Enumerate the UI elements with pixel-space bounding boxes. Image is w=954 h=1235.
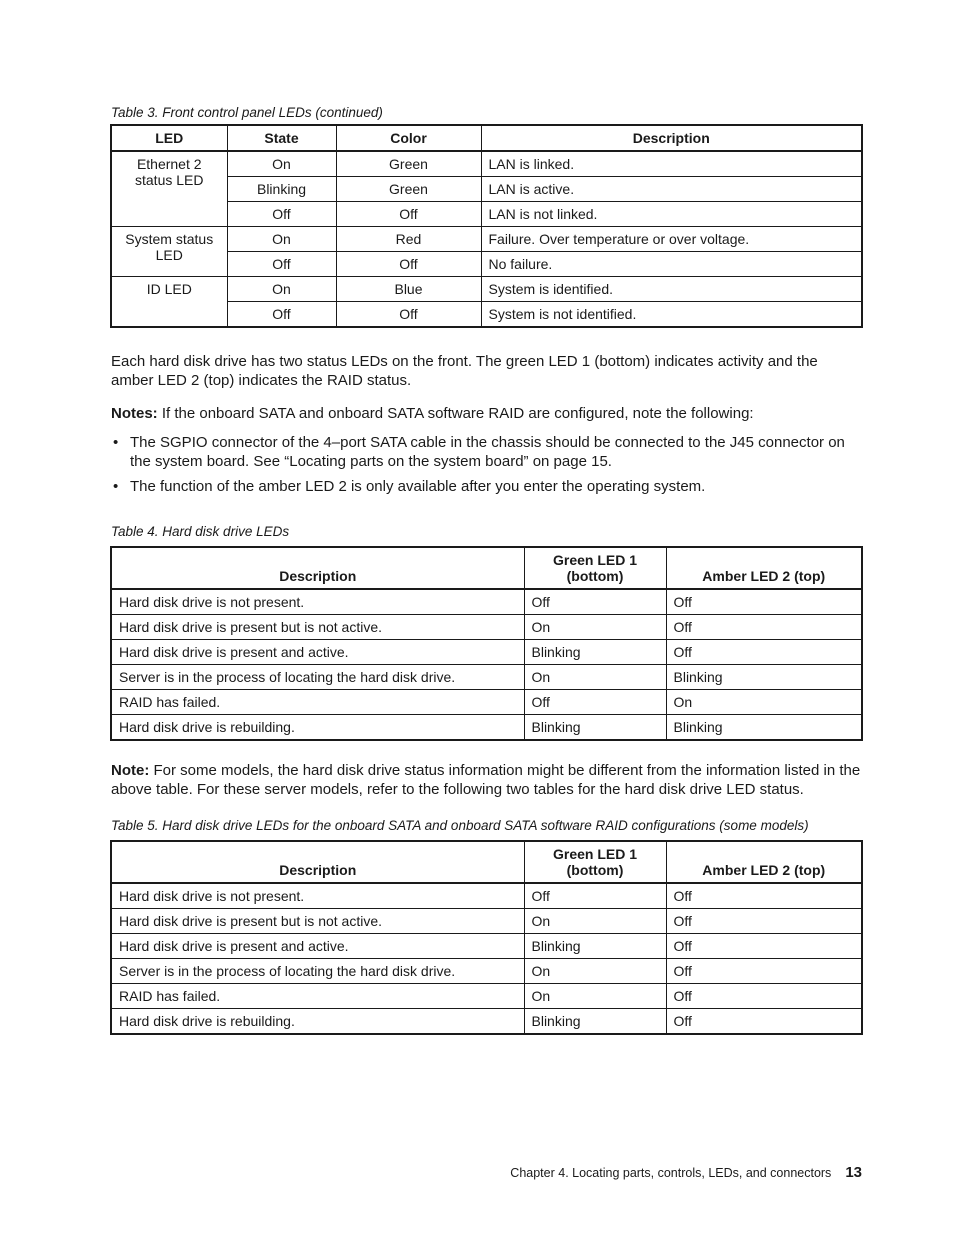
- green-led-cell: Blinking: [524, 715, 666, 741]
- description-cell: Hard disk drive is rebuilding.: [111, 1009, 524, 1035]
- color-cell: Blue: [336, 277, 481, 302]
- intro-paragraph: Each hard disk drive has two status LEDs on the front. The green LED 1 (bottom) indicates activity and the amber LED 2 (top) indicates the RAID status.: [111, 353, 818, 389]
- led-name: Ethernet 2 status LED: [111, 151, 227, 227]
- amber-led-cell: On: [666, 690, 862, 715]
- header-green-led: Green LED 1 (bottom): [524, 841, 666, 883]
- note-paragraph: [111, 762, 863, 799]
- table5-caption: Table 5. Hard disk drive LEDs for the onboard SATA and onboard SATA software RAID configurations (some models): [111, 818, 809, 833]
- description-cell: RAID has failed.: [111, 690, 524, 715]
- table-row: [111, 715, 862, 741]
- description-cell: Hard disk drive is present and active.: [111, 640, 524, 665]
- description-cell: Hard disk drive is present and active.: [111, 934, 524, 959]
- amber-led-cell: Off: [666, 959, 862, 984]
- color-cell: Red: [336, 227, 481, 252]
- bullet-text: The function of the amber LED 2 is only available after you enter the operating system.: [130, 478, 706, 495]
- description-cell: LAN is linked.: [481, 151, 862, 177]
- notes-label: Notes:: [111, 405, 158, 422]
- description-cell: Hard disk drive is present but is not active.: [111, 909, 524, 934]
- green-led-cell: On: [524, 959, 666, 984]
- green-led-cell: Blinking: [524, 640, 666, 665]
- header-description: Description: [111, 841, 524, 883]
- amber-led-cell: Blinking: [666, 715, 862, 741]
- green-led-cell: On: [524, 665, 666, 690]
- table-row: [111, 227, 862, 252]
- description-cell: System is not identified.: [481, 302, 862, 328]
- amber-led-cell: Off: [666, 909, 862, 934]
- table-row: [111, 1009, 862, 1035]
- table3: [110, 124, 863, 328]
- state-cell: On: [227, 151, 336, 177]
- table-row: [111, 909, 862, 934]
- table-row: [111, 277, 862, 302]
- description-cell: Hard disk drive is present but is not active.: [111, 615, 524, 640]
- table4-header-row: [111, 547, 862, 589]
- state-cell: On: [227, 227, 336, 252]
- bullet-icon: •: [113, 434, 119, 451]
- green-led-cell: Blinking: [524, 934, 666, 959]
- amber-led-cell: Off: [666, 883, 862, 909]
- page-footer: [510, 1164, 862, 1181]
- led-name: ID LED: [111, 277, 227, 328]
- amber-led-cell: Off: [666, 984, 862, 1009]
- description-cell: Failure. Over temperature or over voltage.: [481, 227, 862, 252]
- header-description: Description: [481, 125, 862, 151]
- table-row: [111, 589, 862, 615]
- description-cell: System is identified.: [481, 277, 862, 302]
- list-item: [111, 477, 863, 496]
- table-row: [111, 984, 862, 1009]
- amber-led-cell: Off: [666, 934, 862, 959]
- green-led-cell: Off: [524, 589, 666, 615]
- note-text: For some models, the hard disk drive status information might be different from the information listed in the above table. For these server models, refer to the following two tables for the hard disk drive LED status.: [111, 762, 861, 798]
- amber-led-cell: Off: [666, 1009, 862, 1035]
- green-led-cell: Off: [524, 883, 666, 909]
- notes-paragraph: [111, 405, 863, 424]
- green-led-cell: Off: [524, 690, 666, 715]
- description-cell: LAN is active.: [481, 177, 862, 202]
- state-cell: Off: [227, 252, 336, 277]
- color-cell: Green: [336, 151, 481, 177]
- amber-led-cell: Off: [666, 589, 862, 615]
- amber-led-cell: Blinking: [666, 665, 862, 690]
- table-row: [111, 690, 862, 715]
- page-number: 13: [845, 1164, 862, 1181]
- notes-text: If the onboard SATA and onboard SATA software RAID are configured, note the following:: [157, 405, 754, 422]
- bullet-icon: •: [113, 478, 119, 495]
- description-cell: Server is in the process of locating the hard disk drive.: [111, 665, 524, 690]
- description-cell: LAN is not linked.: [481, 202, 862, 227]
- table3-header-row: [111, 125, 862, 151]
- green-led-cell: On: [524, 909, 666, 934]
- description-cell: RAID has failed.: [111, 984, 524, 1009]
- table-row: [111, 151, 862, 177]
- list-item: [111, 433, 863, 471]
- header-green-led: Green LED 1 (bottom): [524, 547, 666, 589]
- table-row: [111, 665, 862, 690]
- state-cell: Blinking: [227, 177, 336, 202]
- notes-bullet-list: [111, 433, 863, 496]
- description-cell: Server is in the process of locating the hard disk drive.: [111, 959, 524, 984]
- table-row: [111, 959, 862, 984]
- header-color: Color: [336, 125, 481, 151]
- table5: [110, 840, 863, 1035]
- table-row: [111, 883, 862, 909]
- description-cell: No failure.: [481, 252, 862, 277]
- color-cell: Off: [336, 302, 481, 328]
- table-row: [111, 640, 862, 665]
- green-led-cell: On: [524, 615, 666, 640]
- header-amber-led: Amber LED 2 (top): [666, 841, 862, 883]
- table5-header-row: [111, 841, 862, 883]
- green-led-cell: On: [524, 984, 666, 1009]
- table4: [110, 546, 863, 741]
- green-led-cell: Blinking: [524, 1009, 666, 1035]
- header-led: LED: [111, 125, 227, 151]
- color-cell: Off: [336, 252, 481, 277]
- color-cell: Off: [336, 202, 481, 227]
- header-description: Description: [111, 547, 524, 589]
- description-cell: Hard disk drive is not present.: [111, 883, 524, 909]
- table3-caption: Table 3. Front control panel LEDs (continued): [111, 105, 383, 120]
- amber-led-cell: Off: [666, 615, 862, 640]
- header-amber-led: Amber LED 2 (top): [666, 547, 862, 589]
- footer-chapter: Chapter 4. Locating parts, controls, LEDs, and connectors: [510, 1166, 832, 1180]
- led-name: System status LED: [111, 227, 227, 277]
- table-row: [111, 615, 862, 640]
- bullet-text: The SGPIO connector of the 4–port SATA cable in the chassis should be connected to the J45 connector on the system board. See “Locating parts on the system board” on page 15.: [130, 434, 845, 470]
- color-cell: Green: [336, 177, 481, 202]
- description-cell: Hard disk drive is rebuilding.: [111, 715, 524, 741]
- state-cell: Off: [227, 202, 336, 227]
- header-state: State: [227, 125, 336, 151]
- description-cell: Hard disk drive is not present.: [111, 589, 524, 615]
- state-cell: On: [227, 277, 336, 302]
- note-label: Note:: [111, 762, 150, 779]
- table-row: [111, 934, 862, 959]
- amber-led-cell: Off: [666, 640, 862, 665]
- table4-caption: Table 4. Hard disk drive LEDs: [111, 524, 290, 539]
- state-cell: Off: [227, 302, 336, 328]
